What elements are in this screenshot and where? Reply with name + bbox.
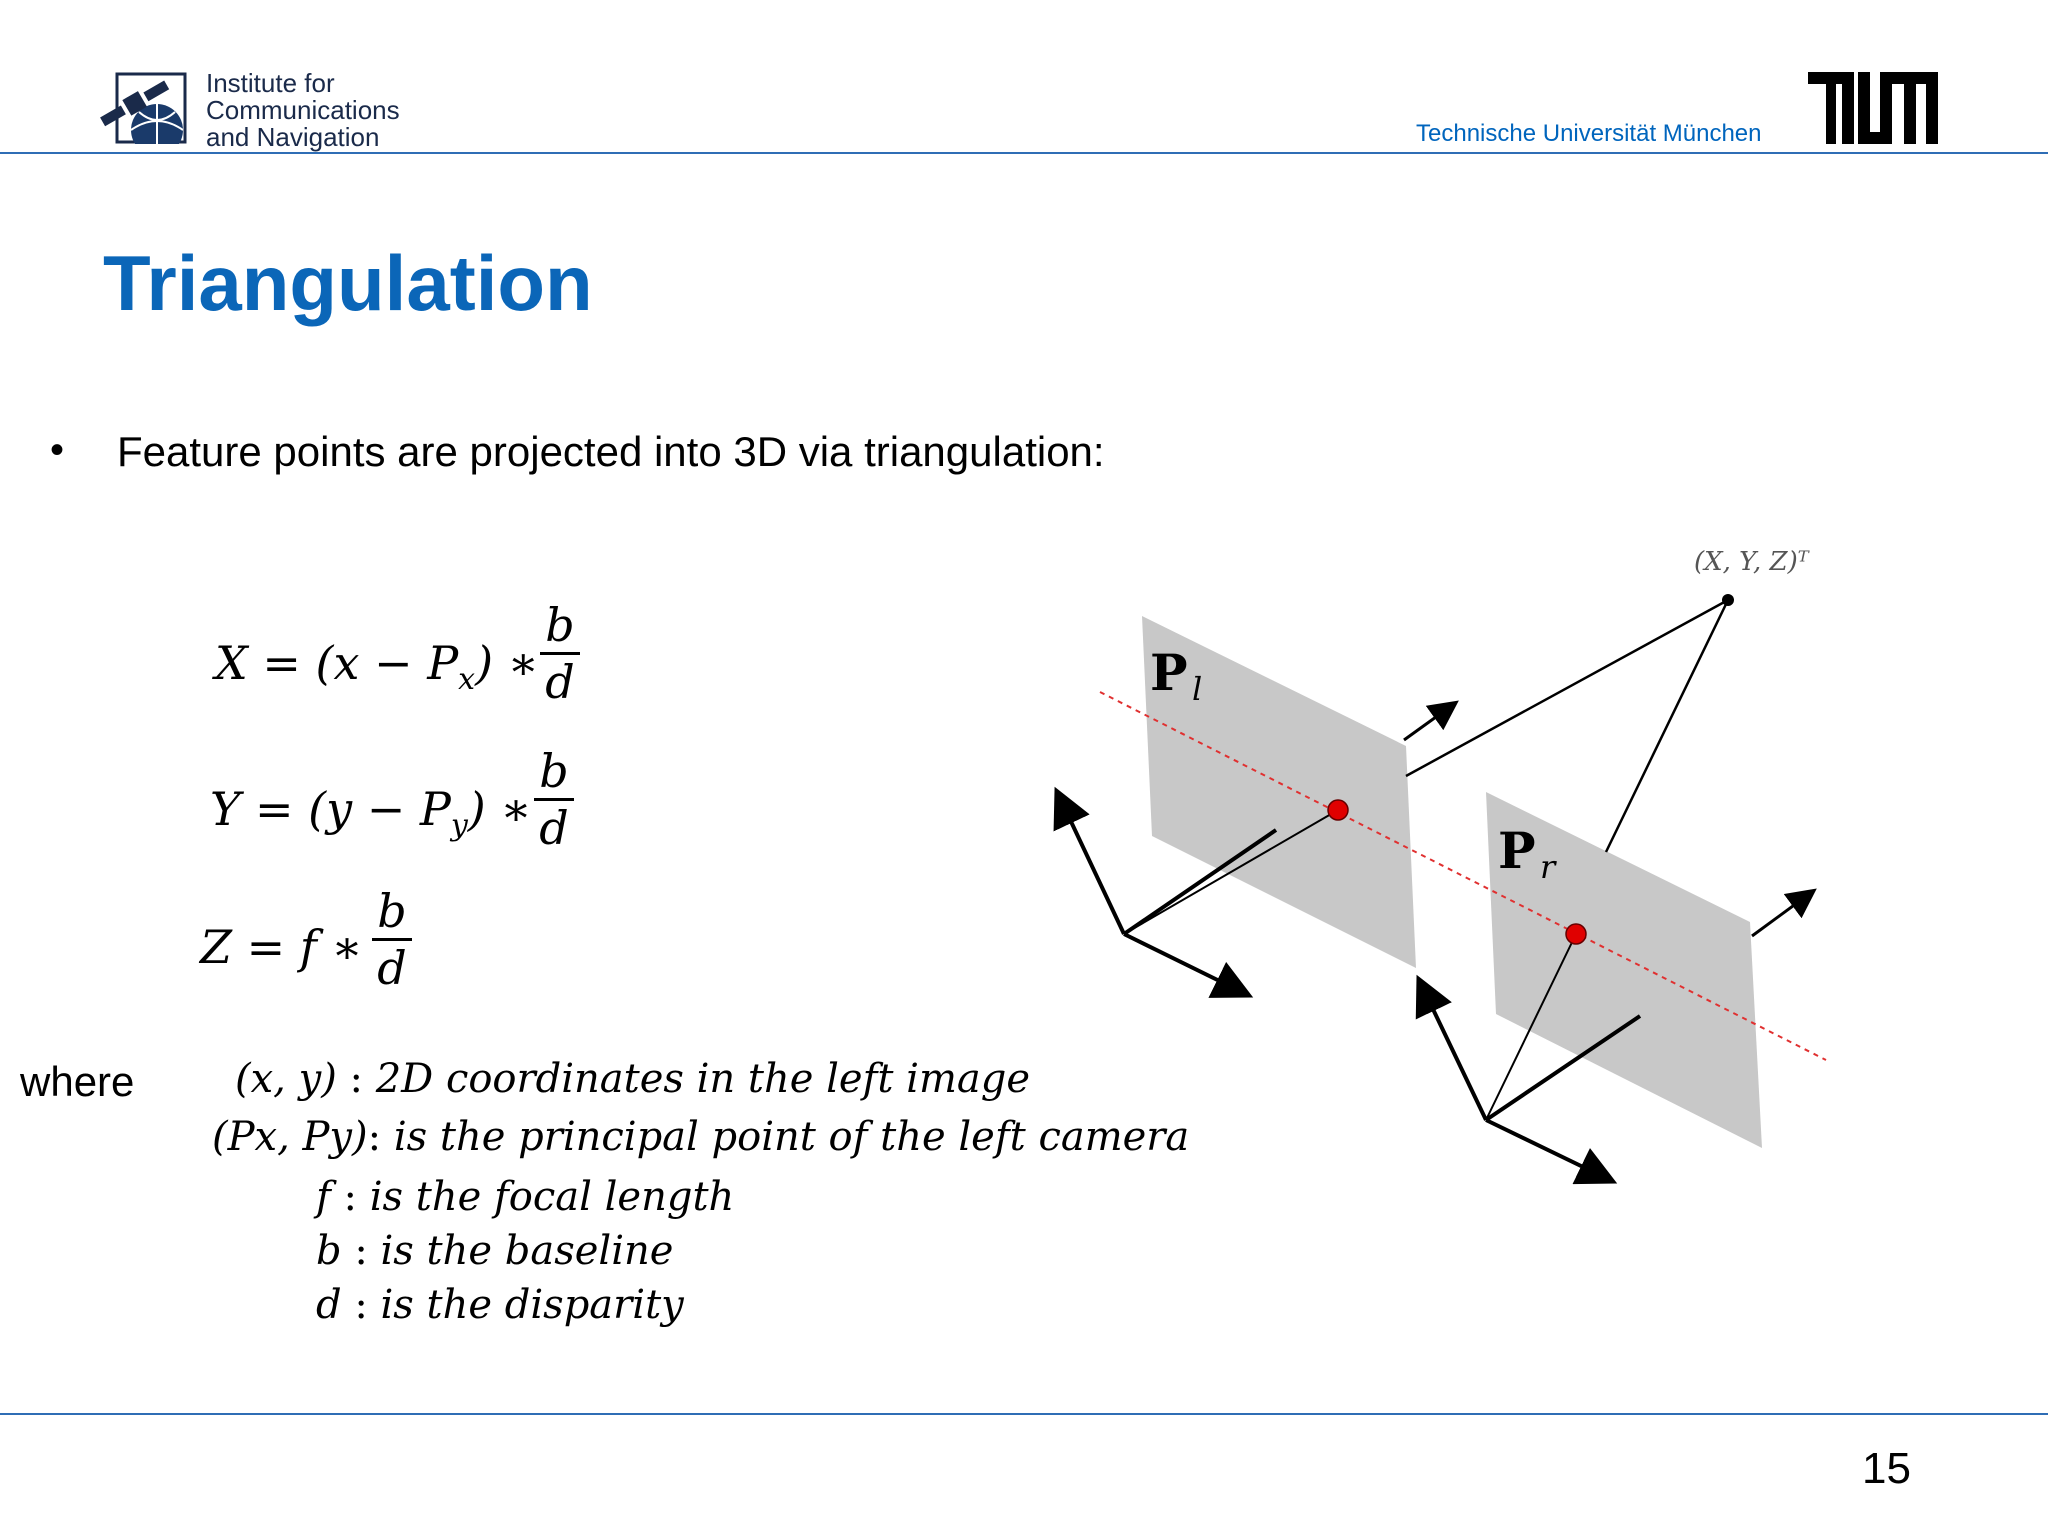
fraction-z-den: d [377, 941, 407, 995]
fraction-y-num: b [539, 744, 569, 798]
right-plane-sub: r [1540, 848, 1556, 886]
world-point [1722, 594, 1734, 606]
equation-x-rhs: ) ∗ [475, 636, 539, 690]
equation-z [200, 920, 363, 974]
definition-row [316, 1228, 673, 1274]
fraction-x-num: b [545, 598, 575, 652]
fraction-z-num: b [377, 884, 407, 938]
definition-symbol: b [316, 1228, 342, 1274]
bullet-text: Feature points are projected into 3D via triangulation: [117, 428, 1105, 475]
world-point-label: (X, Y, Z)ᵀ [1694, 547, 1809, 577]
left-camera-axis [1124, 934, 1246, 994]
fraction-z [372, 884, 412, 995]
institute-line-1: Institute for [206, 68, 335, 98]
definition-sep: : [341, 1282, 381, 1328]
definition-sep: : [367, 1114, 394, 1160]
right-plane-label: P [1498, 821, 1536, 880]
fraction-x [540, 598, 580, 709]
equation-z-lhs: Z = f ∗ [200, 920, 363, 974]
left-optical-axis-out [1404, 704, 1454, 740]
right-camera-axis [1420, 982, 1486, 1120]
equation-y-lhs: Y = (y − P [210, 782, 451, 836]
right-projection [1566, 924, 1586, 944]
definition-row [316, 1282, 684, 1328]
definition-symbol: (x, y) [235, 1056, 337, 1102]
fraction-x-den: d [545, 655, 575, 709]
page-number: 15 [1862, 1444, 1911, 1493]
tum-logo [1808, 72, 1938, 144]
bullet-dot: • [50, 428, 65, 472]
right-ray [1606, 600, 1728, 852]
stereo-diagram [1040, 530, 1860, 1210]
definition-text: is the disparity [380, 1282, 684, 1328]
equation-y-sub: y [450, 808, 468, 844]
equation-y [210, 782, 532, 843]
slide-title: Triangulation [103, 239, 593, 327]
equation-y-rhs: ) ∗ [467, 782, 532, 836]
institute-name [206, 70, 400, 151]
definition-sep: : [336, 1056, 376, 1102]
university-name: Technische Universität München [1416, 120, 1762, 147]
definition-symbol: (Px, Py) [212, 1114, 368, 1160]
right-camera-axis [1486, 1120, 1610, 1180]
footer-rule [0, 1413, 2048, 1415]
equation-x [215, 636, 539, 697]
right-optical-axis-out [1752, 892, 1812, 936]
header-rule [0, 152, 2048, 154]
institute-line-3: and Navigation [206, 122, 380, 152]
definition-sep: : [341, 1228, 381, 1274]
left-camera-axis [1058, 794, 1124, 934]
definition-text: is the principal point of the left camera [393, 1114, 1190, 1160]
fraction-y-den: d [539, 801, 569, 855]
definition-row [235, 1056, 1030, 1102]
left-plane-sub: l [1192, 670, 1203, 708]
institute-line-2: Communications [206, 95, 400, 125]
definition-text: is the baseline [380, 1228, 674, 1274]
definition-text: is the focal length [369, 1174, 735, 1220]
definition-text: 2D coordinates in the left image [375, 1056, 1031, 1102]
fraction-y [534, 744, 574, 855]
left-projection [1328, 800, 1348, 820]
left-ray [1406, 600, 1728, 776]
definition-symbol: f [316, 1174, 331, 1220]
equation-x-lhs: X = (x − P [215, 636, 459, 690]
definition-symbol: d [316, 1282, 342, 1328]
institute-logo [95, 72, 187, 144]
left-plane-label: P [1150, 643, 1188, 702]
definition-row [316, 1174, 734, 1220]
where-label: where [20, 1058, 135, 1105]
equation-x-sub: x [458, 662, 476, 698]
definition-sep: : [330, 1174, 370, 1220]
